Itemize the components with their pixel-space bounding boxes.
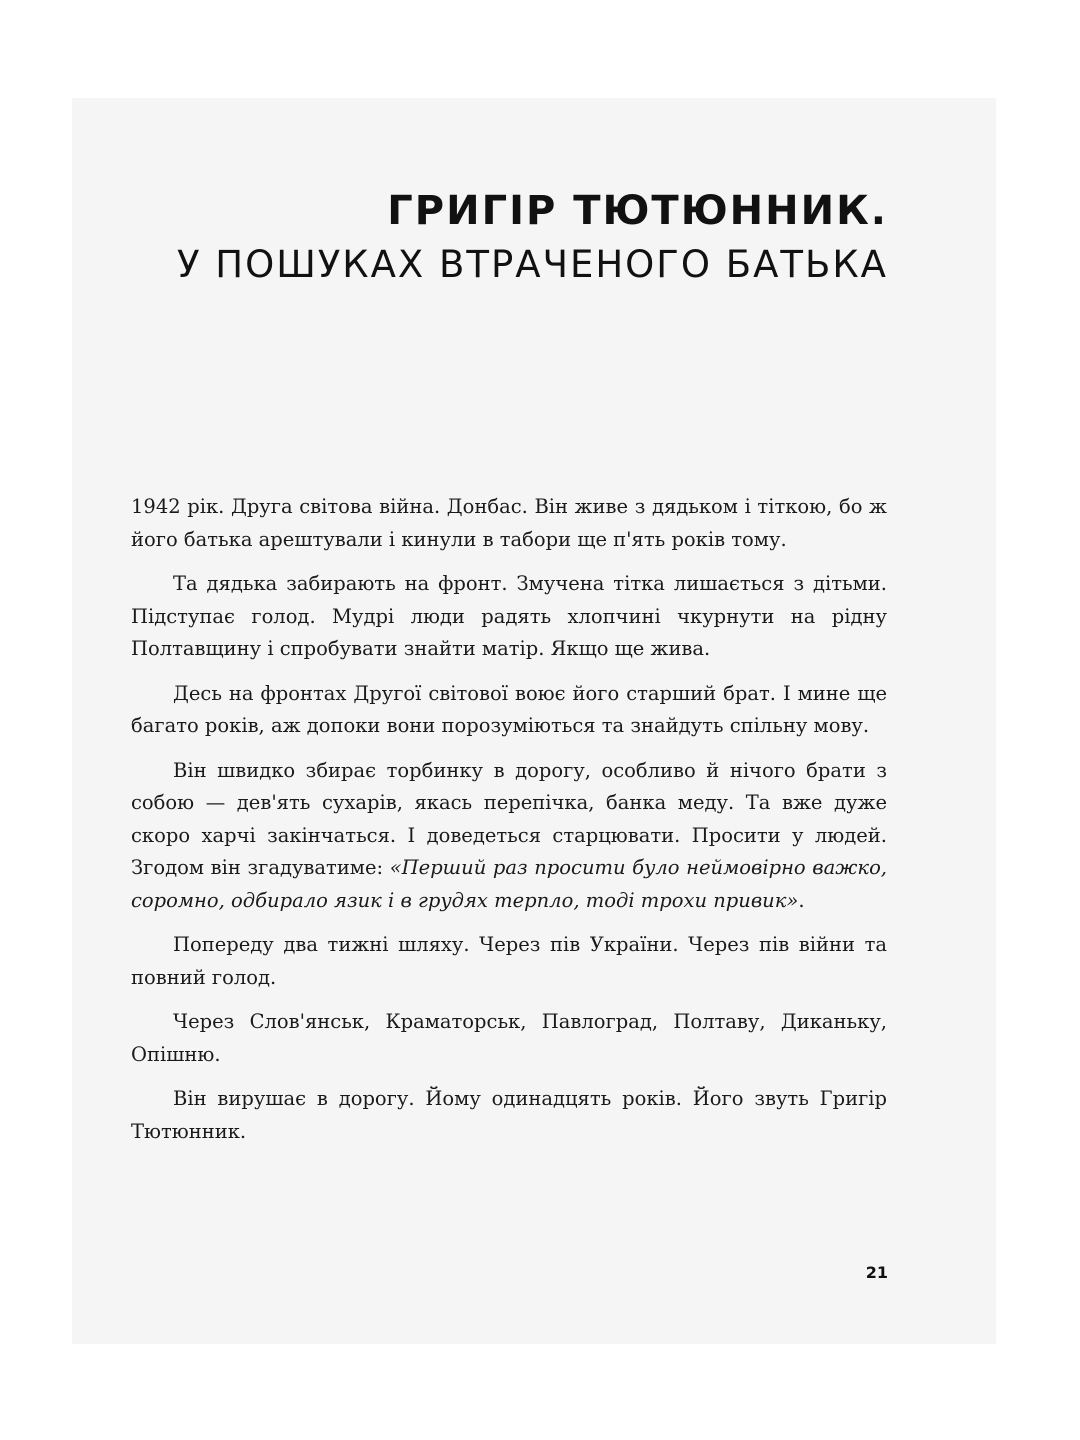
chapter-body [131,491,887,1160]
paragraph: Попереду два тижні шляху. Через пів України. Через пів війни та повний голод. [131,933,887,989]
paragraph: Через Слов'янськ, Краматорськ, Павлоград, Полтаву, Диканьку, Опішню. [131,1010,887,1066]
paragraph: Та дядька забирають на фронт. Змучена тітка лишається з дітьми. Підступає голод. Мудрі люди радять хлопчині чкурнути на рідну Полтавщину і спробувати знайти матір. Якщо ще жива. [131,572,887,660]
paragraph-with-quote [131,755,887,918]
page-number: 21 [865,1263,888,1282]
paragraph: 1942 рік. Друга світова війна. Донбас. Він живе з дядьком і тіткою, бо ж його батька арештували і кинули в табори ще п'ять років тому. [131,495,887,551]
paragraph-text: Він швидко збирає торбинку в дорогу, особливо й нічого брати з собою — дев'ять сухарів, якась перепічка, банка меду. Та вже дуже скоро харчі закінчаться. І доведеться старцювати. Просити у людей. Згодом він згадуватиме: [131,758,887,879]
quote-text: «Перший раз просити було неймовірно важко, соромно, одбирало язик і в грудях терпло, тоді трохи привик» [131,856,888,912]
paragraph-end: . [798,888,805,912]
paragraph: Десь на фронтах Другої світової воює його старший брат. І мине ще багато років, аж допоки вони порозуміються та знайдуть спільну мову. [131,681,887,737]
chapter-title-main: ГРИГІР ТЮТЮННИК. [387,188,888,234]
paragraph: Він вирушає в дорогу. Йому одинадцять років. Його звуть Григір Тютюнник. [131,1087,887,1143]
chapter-subtitle: У ПОШУКАХ ВТРАЧЕНОГО БАТЬКА [176,243,888,286]
chapter-title [177,184,888,290]
book-page [72,98,996,1344]
